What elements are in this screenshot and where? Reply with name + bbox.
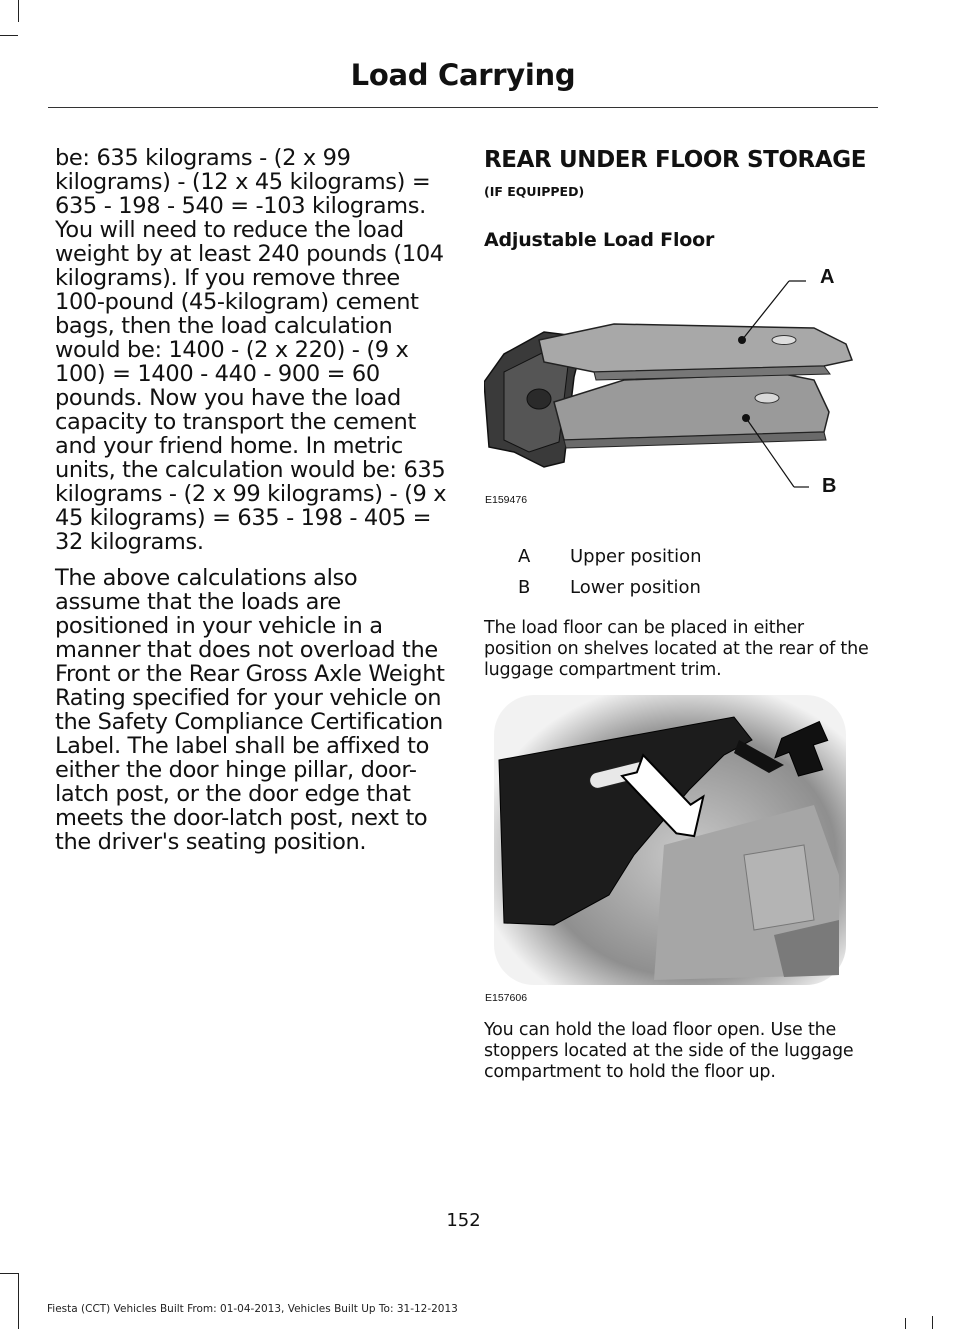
- crop-mark-top-left: [18, 0, 19, 22]
- page-number: 152: [446, 1210, 481, 1231]
- crop-mark-bottom-left: [18, 1273, 19, 1329]
- left-column: [55, 146, 447, 866]
- legend-key: A: [518, 546, 531, 567]
- subheading-adjustable-load-floor: Adjustable Load Floor: [484, 229, 715, 251]
- load-floor-illustration: [484, 262, 876, 512]
- figure-code: E159476: [485, 494, 528, 506]
- calculation-paragraph: be: 635 kilograms - (2 x 99 kilograms) - (12 x 45 kilograms) = 635 - 198 - 540 = -103 kilograms. You will need to reduce the load weight by at least 240 pounds (104 kilograms). If you remove three 100-pound (45-kilogram) cement bags, then the load calculation would be: 1400 - (2 x 220) - (9 x 100) = 1400 - 440 - 900 = 60 pounds. Now you have the load capacity to transport the cement and your friend home. In metric units, the calculation would be: 635 kilograms - (2 x 99 kilograms) - (9 x 45 kilograms) = 635 - 198 - 405 = 32 kilograms.: [55, 145, 447, 555]
- footer-vehicle-info: Fiesta (CCT) Vehicles Built From: 01-04-2013, Vehicles Built Up To: 31-12-2013: [47, 1303, 458, 1315]
- legend-value: Lower position: [570, 577, 701, 598]
- callout-b: B: [822, 475, 837, 497]
- crop-mark-left-bottom: [0, 1273, 18, 1274]
- page-title: Load Carrying: [350, 58, 576, 92]
- figure-code: E157606: [485, 992, 528, 1004]
- figure-luggage-compartment: [484, 695, 876, 1007]
- section-title: REAR UNDER FLOOR STORAGE: [484, 147, 867, 173]
- title-divider: [48, 107, 878, 108]
- hold-floor-open-paragraph: You can hold the load floor open. Use the stoppers located at the side of the luggage compartment to hold the floor up.: [484, 1020, 854, 1082]
- figure-load-floor-positions: [484, 262, 876, 512]
- legend-value: Upper position: [570, 546, 702, 567]
- crop-mark-bottom-right-2: [932, 1316, 933, 1329]
- crop-mark-left-top: [0, 35, 18, 36]
- callout-a: A: [820, 266, 835, 288]
- legend-key: B: [518, 577, 531, 598]
- right-column: [484, 146, 876, 251]
- load-floor-position-paragraph: The load floor can be placed in either position on shelves located at the rear of the luggage compartment trim.: [484, 618, 869, 680]
- luggage-compartment-photo: [484, 695, 876, 985]
- section-heading: [484, 146, 876, 206]
- crop-mark-bottom-right: [905, 1318, 906, 1329]
- axle-rating-paragraph: The above calculations also assume that the loads are positioned in your vehicle in a manner that does not overload the Front or the Rear Gross Axle Weight Rating specified for your vehicle on the Safety Compliance Certification Label. The label shall be affixed to either the door hinge pillar, door-latch post, or the door edge that meets the door-latch post, next to the driver's seating position.: [55, 565, 445, 855]
- section-qualifier: (IF EQUIPPED): [484, 184, 585, 199]
